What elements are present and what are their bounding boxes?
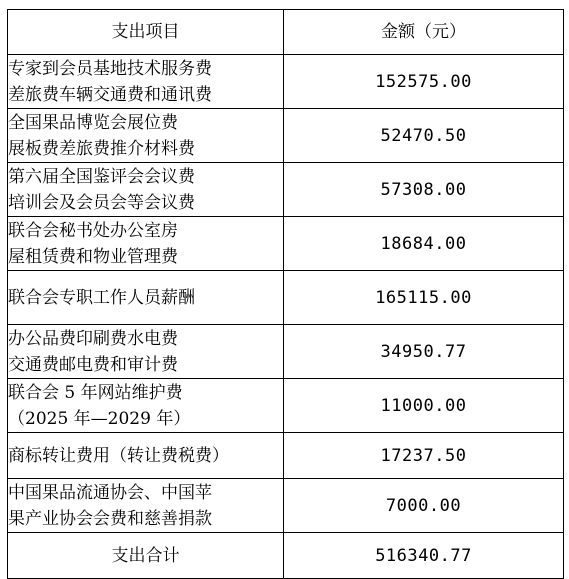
table-row bbox=[8, 271, 564, 325]
item-cell bbox=[8, 325, 284, 379]
expense-table bbox=[7, 9, 564, 579]
amount-cell: 11000.00 bbox=[284, 379, 564, 433]
table-row bbox=[8, 479, 564, 533]
item-text-line: 展板费差旅费推介材料费 bbox=[8, 138, 195, 159]
item-cell bbox=[8, 163, 284, 217]
item-text-line: 办公品费印刷费水电费 bbox=[8, 328, 178, 349]
item-cell bbox=[8, 271, 284, 325]
item-text-line: 交通费邮电费和审计费 bbox=[8, 354, 178, 375]
item-cell bbox=[8, 479, 284, 533]
amount-cell: 18684.00 bbox=[284, 217, 564, 271]
item-text-line: 商标转让费用（转让费税费） bbox=[8, 445, 229, 466]
item-text-line: 果产业协会会费和慈善捐款 bbox=[8, 508, 212, 529]
item-cell bbox=[8, 55, 284, 109]
item-text-line: 中国果品流通协会、中国苹 bbox=[8, 482, 212, 503]
item-text-line: （2025 年—2029 年） bbox=[8, 408, 191, 429]
table-header-row bbox=[8, 10, 564, 55]
item-text-line: 培训会及会员会等会议费 bbox=[8, 192, 195, 213]
item-text-line: 联合会秘书处办公室房 bbox=[8, 220, 178, 241]
column-header-item: 支出项目 bbox=[8, 10, 284, 55]
table-row bbox=[8, 109, 564, 163]
item-cell bbox=[8, 433, 284, 479]
item-text-line: 第六届全国鉴评会会议费 bbox=[8, 166, 195, 187]
item-cell bbox=[8, 217, 284, 271]
item-text-line: 差旅费车辆交通费和通讯费 bbox=[8, 84, 212, 105]
amount-cell: 165115.00 bbox=[284, 271, 564, 325]
column-header-amount: 金额（元） bbox=[284, 10, 564, 55]
table-row bbox=[8, 55, 564, 109]
item-cell bbox=[8, 109, 284, 163]
table-row bbox=[8, 433, 564, 479]
table-row bbox=[8, 379, 564, 433]
table-row bbox=[8, 163, 564, 217]
total-amount: 516340.77 bbox=[284, 533, 564, 579]
table-row bbox=[8, 325, 564, 379]
item-text-line: 联合会 5 年网站维护费 bbox=[8, 382, 183, 403]
item-text-line: 专家到会员基地技术服务费 bbox=[8, 58, 212, 79]
amount-cell: 7000.00 bbox=[284, 479, 564, 533]
total-row bbox=[8, 533, 564, 579]
item-text-line: 全国果品博览会展位费 bbox=[8, 112, 178, 133]
item-text-line: 屋租赁费和物业管理费 bbox=[8, 246, 178, 267]
item-cell bbox=[8, 379, 284, 433]
amount-cell: 152575.00 bbox=[284, 55, 564, 109]
amount-cell: 17237.50 bbox=[284, 433, 564, 479]
amount-cell: 52470.50 bbox=[284, 109, 564, 163]
item-text-line: 联合会专职工作人员薪酬 bbox=[8, 287, 195, 308]
table-row bbox=[8, 217, 564, 271]
total-label: 支出合计 bbox=[8, 533, 284, 579]
amount-cell: 34950.77 bbox=[284, 325, 564, 379]
amount-cell: 57308.00 bbox=[284, 163, 564, 217]
